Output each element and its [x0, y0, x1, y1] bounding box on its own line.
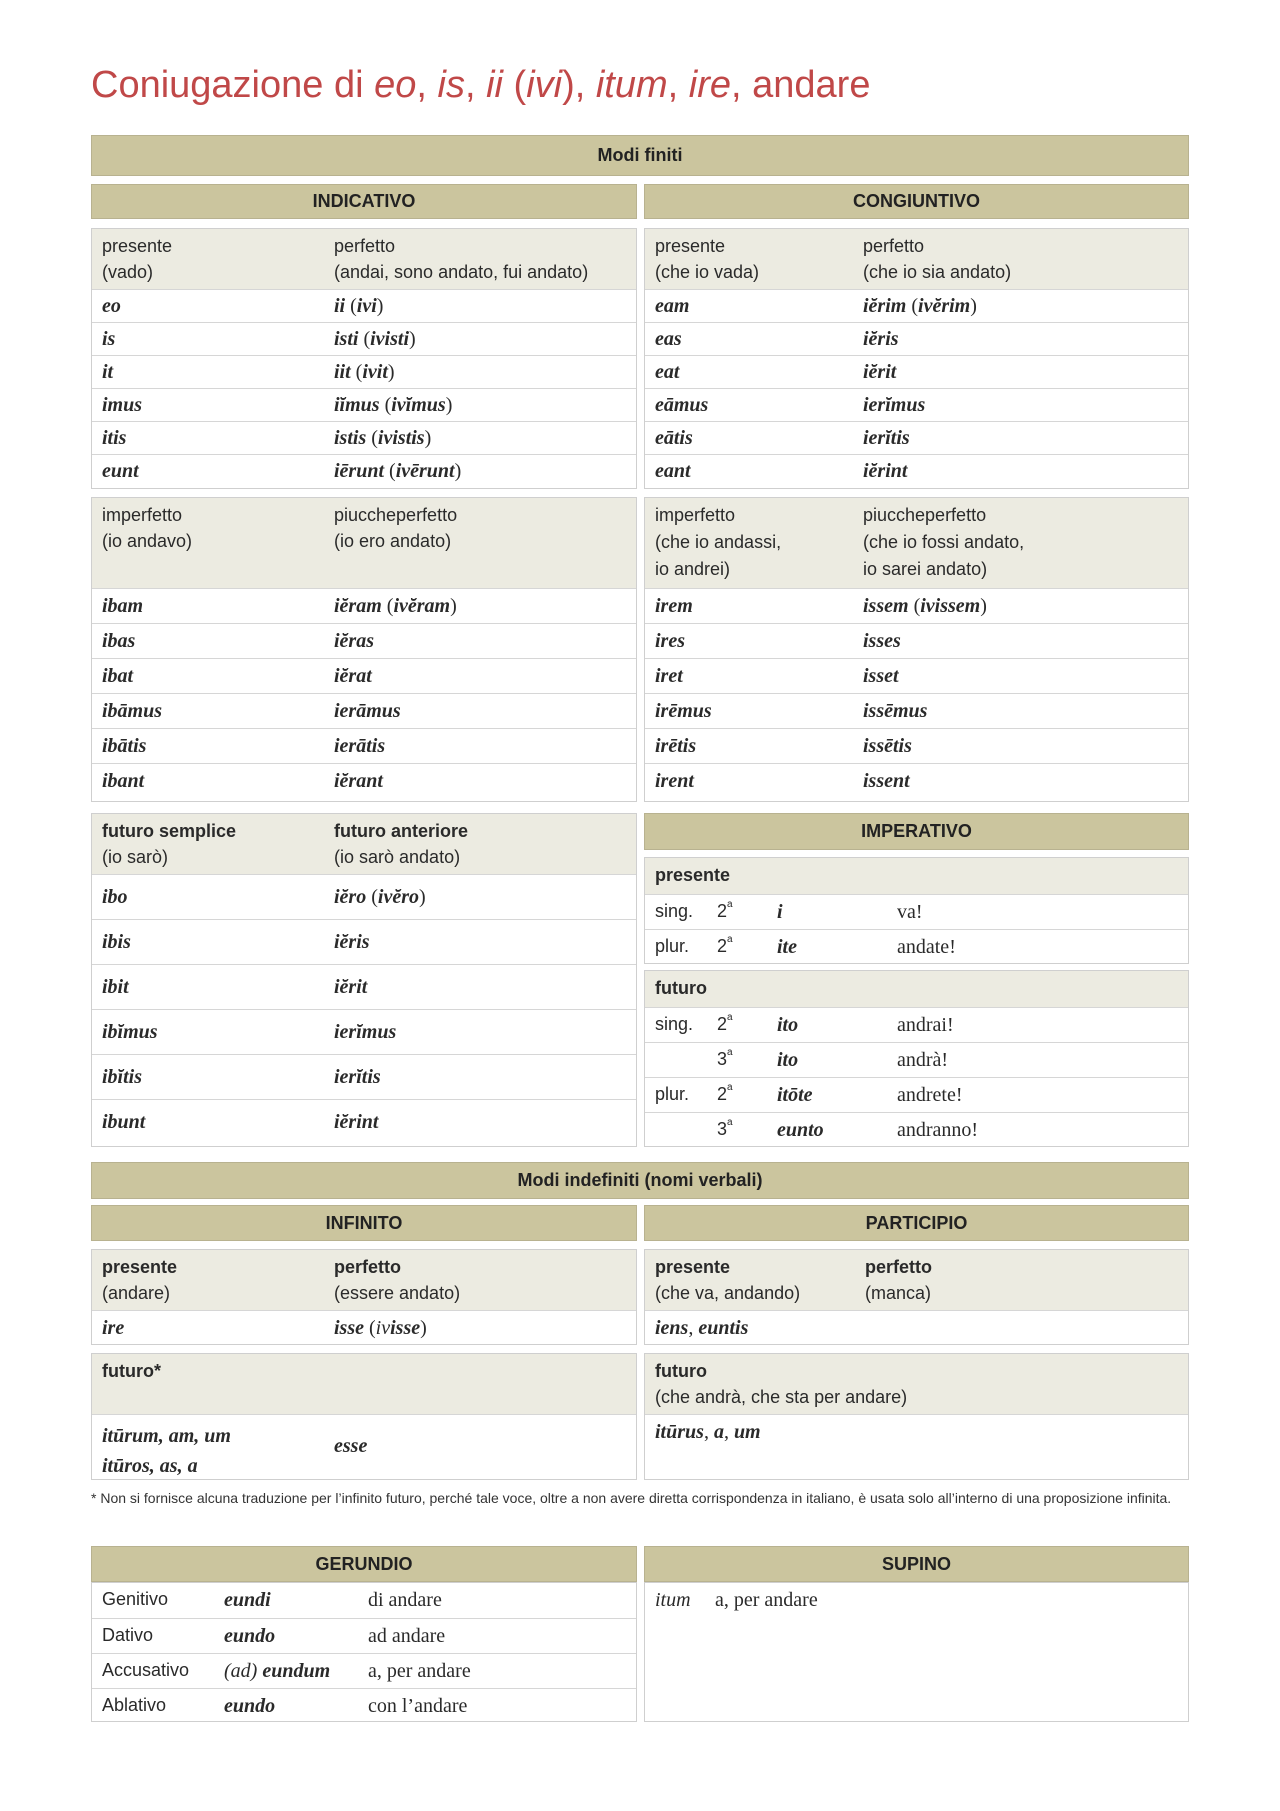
form-main: eundo [224, 1625, 276, 1647]
gerundio-header: GERUNDIO [91, 1546, 637, 1582]
form-main: iĕrat [334, 665, 372, 687]
table-header [92, 498, 636, 588]
form-cell [334, 630, 374, 653]
form-cell [334, 1021, 396, 1044]
table-header [645, 1354, 1188, 1414]
form-main: iĕrint [334, 1111, 379, 1133]
col-label: piuccheperfetto (io ero andato) [334, 505, 458, 551]
form-cell: iit (ivit) [334, 361, 395, 383]
table-row [92, 1653, 636, 1688]
congiuntivo-header: CONGIUNTIVO [644, 184, 1189, 219]
table-row [92, 388, 636, 421]
meaning-cell: ad andare [368, 1625, 446, 1647]
table-row [92, 964, 636, 1009]
table-row [645, 289, 1188, 322]
form-cell: eas [655, 328, 682, 350]
form-main: ierĭmus [863, 394, 926, 416]
case-cell: Ablativo [102, 1695, 167, 1715]
ordinal-mark: a [727, 1117, 733, 1128]
person-number: 2 [717, 936, 728, 956]
participio-header: PARTICIPIO [644, 1205, 1189, 1241]
col-label: presente (andare) [102, 1257, 178, 1303]
congiuntivo-presente-perfetto-table [644, 228, 1189, 489]
form-cell: itūrum, am, um itūros, as, a [102, 1425, 231, 1477]
table-row [645, 355, 1188, 388]
indicativo-futuro-table [91, 813, 637, 1147]
form-alt: ivĕrim [918, 295, 971, 317]
table-header: futuro* [92, 1354, 636, 1414]
form-cell: ibat [102, 665, 134, 687]
supino-table [644, 1582, 1189, 1722]
person-number: 2 [717, 901, 728, 921]
form-cell [224, 1660, 330, 1683]
form-cell: eat [655, 361, 680, 383]
form-cell: ito [777, 1049, 799, 1071]
form-cell: ibam [102, 595, 144, 617]
form-main: iĕris [863, 328, 899, 350]
case-cell: Genitivo [102, 1589, 169, 1609]
imperativo-header: IMPERATIVO [644, 813, 1189, 850]
number-cell: plur. [655, 936, 690, 956]
gerundio-table [91, 1582, 637, 1722]
table-row [92, 1618, 636, 1653]
form-cell [334, 700, 401, 723]
table-row [92, 658, 636, 693]
number-cell: sing. [655, 901, 694, 921]
form-cell: iret [655, 665, 683, 687]
form-cell: iens, euntis [655, 1317, 749, 1339]
form-main: iĕris [334, 931, 370, 953]
form-cell [863, 665, 899, 688]
form-main: ierāmus [334, 700, 401, 722]
form-cell: ibĭtis [102, 1066, 143, 1088]
table-row [645, 623, 1188, 658]
form-cell: iĭmus (ivĭmus) [334, 394, 453, 416]
form-cell: itūrus, a, um [655, 1421, 761, 1443]
col-label: futuro anteriore (io sarò andato) [334, 821, 469, 867]
form-cell: eunt [102, 460, 139, 482]
form-cell: irent [655, 770, 694, 792]
table-header [92, 229, 636, 289]
form-cell: ibāmus [102, 700, 163, 722]
ordinal-mark: a [727, 1012, 733, 1023]
form-alt: ivĕram [393, 595, 451, 617]
col-label: perfetto (andai, sono andato, fui andato) [334, 236, 589, 282]
form-main: ii [334, 295, 346, 317]
indicativo-header: INDICATIVO [91, 184, 637, 219]
meaning-cell: andranno! [897, 1119, 979, 1141]
form-cell [863, 328, 899, 351]
meaning-cell: a, per andare [368, 1660, 471, 1682]
person-number: 2 [717, 1014, 728, 1034]
form-main: iĕras [334, 630, 374, 652]
table-row [645, 588, 1188, 623]
number-cell: plur. [655, 1084, 690, 1104]
table-row [92, 1583, 636, 1618]
form-cell: issem (ivissem) [863, 595, 987, 617]
table-header: futuro [645, 971, 1188, 1007]
table-row [645, 1583, 1188, 1618]
person-number: 3 [717, 1049, 728, 1069]
table-row [645, 322, 1188, 355]
form-cell: iērunt (ivērunt) [334, 460, 462, 482]
form-cell: imus [102, 394, 143, 416]
table-row [645, 693, 1188, 728]
form-cell [863, 735, 912, 758]
form-cell [334, 931, 370, 954]
person-cell [717, 1084, 733, 1105]
form-cell: ibis [102, 931, 131, 953]
form-cell [863, 630, 901, 653]
form-cell: iĕro (ivĕro) [334, 886, 426, 908]
section-header-indefinite: Modi indefiniti (nomi verbali) [91, 1162, 1189, 1199]
table-row [645, 421, 1188, 454]
form-cell: eant [655, 460, 691, 482]
table-row [92, 1099, 636, 1144]
col-label: presente (vado) [102, 236, 173, 282]
form-cell: itum [655, 1589, 691, 1611]
form-cell: ito [777, 1014, 799, 1036]
table-row [92, 289, 636, 322]
form-main: isti [334, 328, 359, 350]
table-row [645, 1077, 1188, 1112]
form-main: iĕrim [863, 295, 907, 317]
meaning-cell: andrai! [897, 1014, 954, 1036]
person-number: 2 [717, 1084, 728, 1104]
form-cell: ire [102, 1317, 125, 1339]
form-cell [334, 976, 367, 999]
table-header [645, 229, 1188, 289]
form-main: ierĭtis [863, 427, 910, 449]
table-row [92, 322, 636, 355]
form-cell: irem [655, 595, 693, 617]
form-cell: irēmus [655, 700, 712, 722]
table-row [92, 1054, 636, 1099]
form-cell: eo [102, 295, 121, 317]
form-cell [334, 1066, 381, 1089]
col-label: imperfetto (io andavo) [102, 505, 193, 551]
form-cell: irētis [655, 735, 697, 757]
form-cell: eāmus [655, 394, 709, 416]
form-cell: ibit [102, 976, 129, 998]
form-main: iĕram [334, 595, 382, 617]
form-alt: ivit [362, 361, 388, 383]
form-main: isses [863, 630, 901, 652]
form-cell [334, 770, 383, 793]
table-row [92, 623, 636, 658]
person-cell [717, 1119, 733, 1140]
indicativo-presente-perfetto-table [91, 228, 637, 489]
table-header: presente [645, 858, 1188, 894]
col-label: perfetto (essere andato) [334, 1257, 461, 1303]
form-cell [224, 1589, 271, 1612]
table-header [645, 498, 1188, 588]
ordinal-mark: a [727, 1082, 733, 1093]
imperativo-futuro-table [644, 970, 1189, 1147]
ordinal-mark: a [727, 934, 733, 945]
form-alt: ivisti [370, 328, 410, 350]
form-cell: eam [655, 295, 690, 317]
imperativo-presente-table [644, 857, 1189, 964]
col-label: piuccheperfetto (che io fossi andato, io sarei andato) [863, 505, 1025, 579]
table-row [92, 874, 636, 919]
meaning-cell: andrà! [897, 1049, 949, 1071]
form-alt: ivĭmus [391, 394, 446, 416]
form-cell: ite [777, 936, 797, 958]
form-main: eundum [262, 1660, 331, 1682]
table-row [92, 1688, 636, 1723]
form-alt: ivissem [920, 595, 981, 617]
form-cell [334, 1111, 378, 1134]
form-main: iĭmus [334, 394, 380, 416]
table-row [645, 1007, 1188, 1042]
table-row [645, 658, 1188, 693]
table-row [645, 929, 1188, 964]
form-main: iĕrit [863, 361, 897, 383]
table-row [92, 355, 636, 388]
infinito-presente-perfetto-table [91, 1249, 637, 1345]
page-title: Coniugazione di eo, is, ii (ivi), itum, ire, andare [91, 64, 871, 106]
form-cell [863, 700, 927, 723]
form-main: issent [863, 770, 910, 792]
form-main: ierātis [334, 735, 386, 757]
form-cell [863, 361, 896, 384]
table-header [92, 814, 636, 874]
form-main: iit [334, 361, 351, 383]
person-cell [717, 901, 733, 922]
table-row [92, 1414, 636, 1478]
col-label: imperfetto (che io andassi, io andrei) [655, 505, 782, 579]
participio-presente-perfetto-table [644, 1249, 1189, 1345]
form-main: istis [334, 427, 367, 449]
form-cell [863, 460, 907, 483]
meaning-cell: andrete! [897, 1084, 963, 1106]
meaning-cell: a, per andare [715, 1589, 818, 1611]
form-alt: ivi [356, 295, 377, 317]
table-row [645, 1310, 1188, 1345]
col-label: presente (che io vada) [655, 236, 760, 282]
meaning-cell: di andare [368, 1589, 442, 1611]
form-cell: iĕrim (ivĕrim) [863, 295, 977, 317]
person-cell [717, 936, 733, 957]
form-cell: itōte [777, 1084, 813, 1106]
form-cell: eunto [777, 1119, 824, 1141]
meaning-cell: con l’andare [368, 1695, 468, 1717]
form-cell: ibo [102, 886, 128, 908]
form-cell [334, 665, 372, 688]
table-row [645, 894, 1188, 929]
form-main: iērunt [334, 460, 385, 482]
form-alt: ivērunt [395, 460, 455, 482]
form-alt: ivistis [377, 427, 425, 449]
preposition: (ad) [224, 1660, 258, 1682]
form-alt: ivĕro [377, 886, 419, 908]
form-cell [334, 735, 385, 758]
form-cell [863, 427, 910, 450]
form-main: isset [863, 665, 899, 687]
col-label: perfetto (che io sia andato) [863, 236, 1012, 282]
form-cell: istis (ivistis) [334, 427, 432, 449]
form-cell: ibas [102, 630, 136, 652]
col-label: presente (che va, andando) [655, 1257, 801, 1303]
form-cell [224, 1625, 275, 1648]
table-row [645, 1112, 1188, 1147]
form-main: eundo [224, 1695, 276, 1717]
case-cell: Accusativo [102, 1660, 190, 1680]
form-cell: is [102, 328, 116, 350]
ordinal-mark: a [727, 899, 733, 910]
form-cell: ii (ivi) [334, 295, 384, 317]
form-cell: ibunt [102, 1111, 146, 1133]
form-cell: i [777, 901, 783, 923]
congiuntivo-imperfetto-table [644, 497, 1189, 802]
form-cell: esse [334, 1435, 368, 1457]
form-main: eundi [224, 1589, 271, 1611]
section-header-finite: Modi finiti [91, 135, 1189, 176]
table-row [92, 454, 636, 487]
form-cell [863, 770, 910, 793]
table-header [645, 1250, 1188, 1310]
person-cell [717, 1014, 733, 1035]
form-main: issēmus [863, 700, 928, 722]
form-cell [224, 1695, 275, 1718]
form-cell: eātis [655, 427, 693, 449]
person-number: 3 [717, 1119, 728, 1139]
table-row [645, 763, 1188, 798]
table-row [645, 728, 1188, 763]
form-cell: ibĭmus [102, 1021, 158, 1043]
form-cell: ibant [102, 770, 145, 792]
col-label: perfetto (manca) [865, 1257, 932, 1303]
infinito-futuro-table [91, 1353, 637, 1480]
form-cell: ires [655, 630, 685, 652]
col-label: futuro semplice (io sarò) [102, 821, 237, 867]
case-cell: Dativo [102, 1625, 154, 1645]
meaning-cell: andate! [897, 936, 956, 958]
form-cell: it [102, 361, 114, 383]
infinito-header: INFINITO [91, 1205, 637, 1241]
form-cell: isse (ivisse) [334, 1317, 427, 1339]
form-cell: ibātis [102, 735, 147, 757]
ordinal-mark: a [727, 1047, 733, 1058]
supino-header: SUPINO [644, 1546, 1189, 1582]
footnote: * Non si fornisce alcuna traduzione per l’infinito futuro, perché tale voce, oltre a non avere diretta corrispondenza in italiano, è usata solo all’interno di una proposizione infinita. [91, 1490, 1172, 1506]
form-main: iĕrint [863, 460, 908, 482]
table-row [645, 454, 1188, 487]
table-row [92, 1310, 636, 1345]
table-row [92, 693, 636, 728]
table-row [645, 1042, 1188, 1077]
table-row [92, 588, 636, 623]
form-main: iĕro [334, 886, 367, 908]
form-cell: isti (ivisti) [334, 328, 416, 350]
table-row [92, 1009, 636, 1054]
form-main: ierĭmus [334, 1021, 397, 1043]
form-cell [863, 394, 925, 417]
table-row [645, 1414, 1188, 1478]
form-main: issētis [863, 735, 912, 757]
form-main: ierĭtis [334, 1066, 381, 1088]
col-label: futuro (che andrà, che sta per andare) [655, 1361, 908, 1407]
meaning-cell: va! [897, 901, 923, 923]
number-cell: sing. [655, 1014, 694, 1034]
table-header [92, 1250, 636, 1310]
person-cell [717, 1049, 733, 1070]
table-row [92, 728, 636, 763]
table-row [92, 421, 636, 454]
form-main: issem [863, 595, 909, 617]
form-cell: itis [102, 427, 127, 449]
participio-futuro-table [644, 1353, 1189, 1480]
table-row [645, 388, 1188, 421]
table-row [92, 919, 636, 964]
form-main: iĕrant [334, 770, 383, 792]
form-main: iĕrit [334, 976, 368, 998]
form-cell: iĕram (ivĕram) [334, 595, 457, 617]
indicativo-imperfetto-table [91, 497, 637, 802]
table-row [92, 763, 636, 798]
